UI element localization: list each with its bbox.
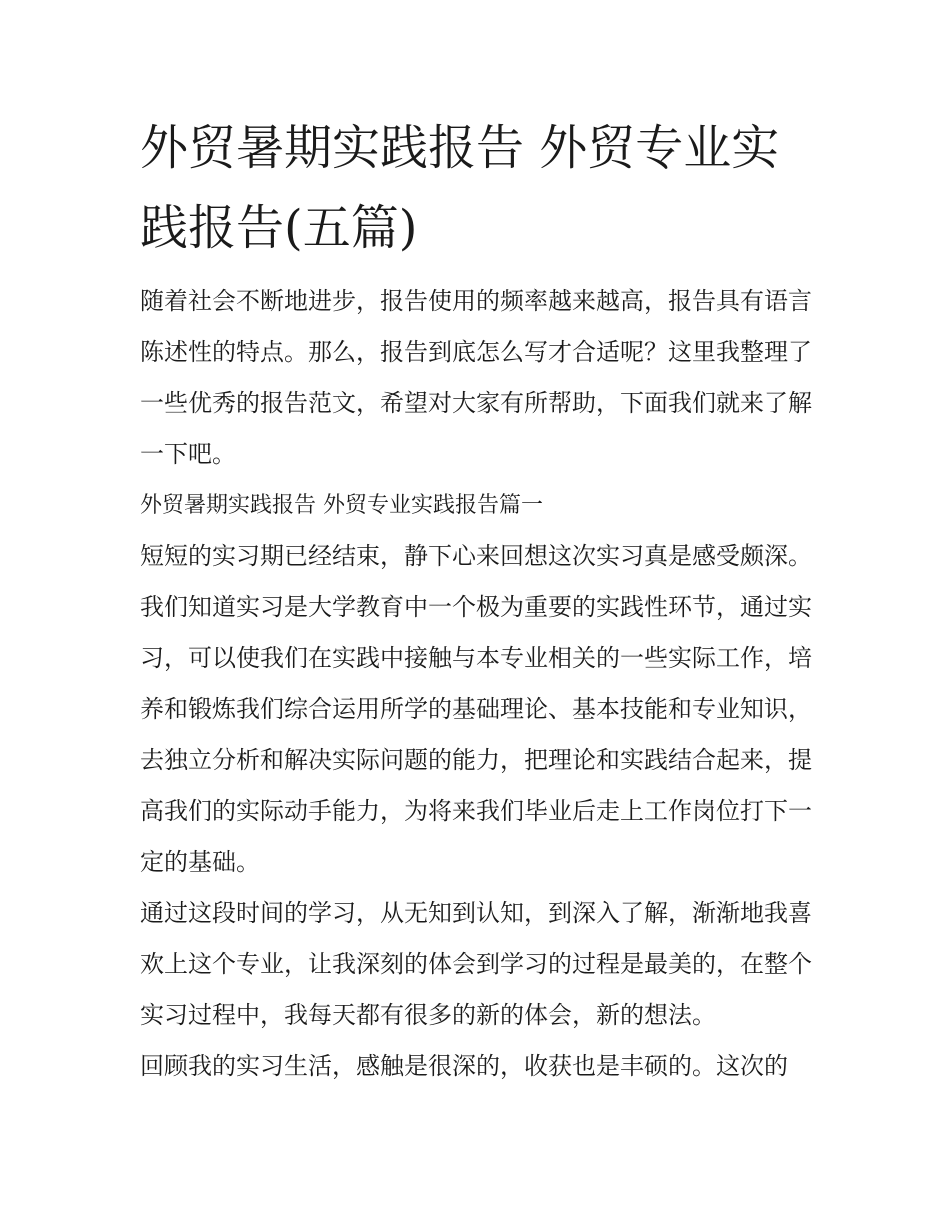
body-paragraph-3: 回顾我的实习生活，感触是很深的，收获也是丰硕的。这次的 — [140, 1052, 788, 1080]
body-paragraph-1: 短短的实习期已经结束，静下心来回想这次实习真是感受颇深。我们知道实习是大学教育中一个极为重要的实践性环节，通过实习，可以使我们在实践中接触与本专业相关的一些实际工作，培养和锻炼我们综合运用所学的基础理论、基本技能和专业知识，去独立分析和解决实际问题的能力，把理论和实践结合起来，提高我们的实际动手能力，为将来我们毕业后走上工作岗位打下一定的基础。 — [140, 542, 812, 876]
section-heading: 外贸暑期实践报告 外贸专业实践报告篇一 — [140, 493, 543, 518]
body-paragraph-2: 通过这段时间的学习，从无知到认知，到深入了解，渐渐地我喜欢上这个专业，让我深刻的体会到学习的过程是最美的，在整个实习过程中，我每天都有很多的新的体会，新的想法。 — [140, 899, 812, 1029]
intro-paragraph: 随着社会不断地进步，报告使用的频率越来越高，报告具有语言陈述性的特点。那么，报告到底怎么写才合适呢？这里我整理了一些优秀的报告范文，希望对大家有所帮助，下面我们就来了解一下吧。 — [140, 287, 812, 468]
document-title: 外贸暑期实践报告 外贸专业实践报告(五篇) — [140, 120, 780, 256]
document-body — [140, 276, 812, 1092]
